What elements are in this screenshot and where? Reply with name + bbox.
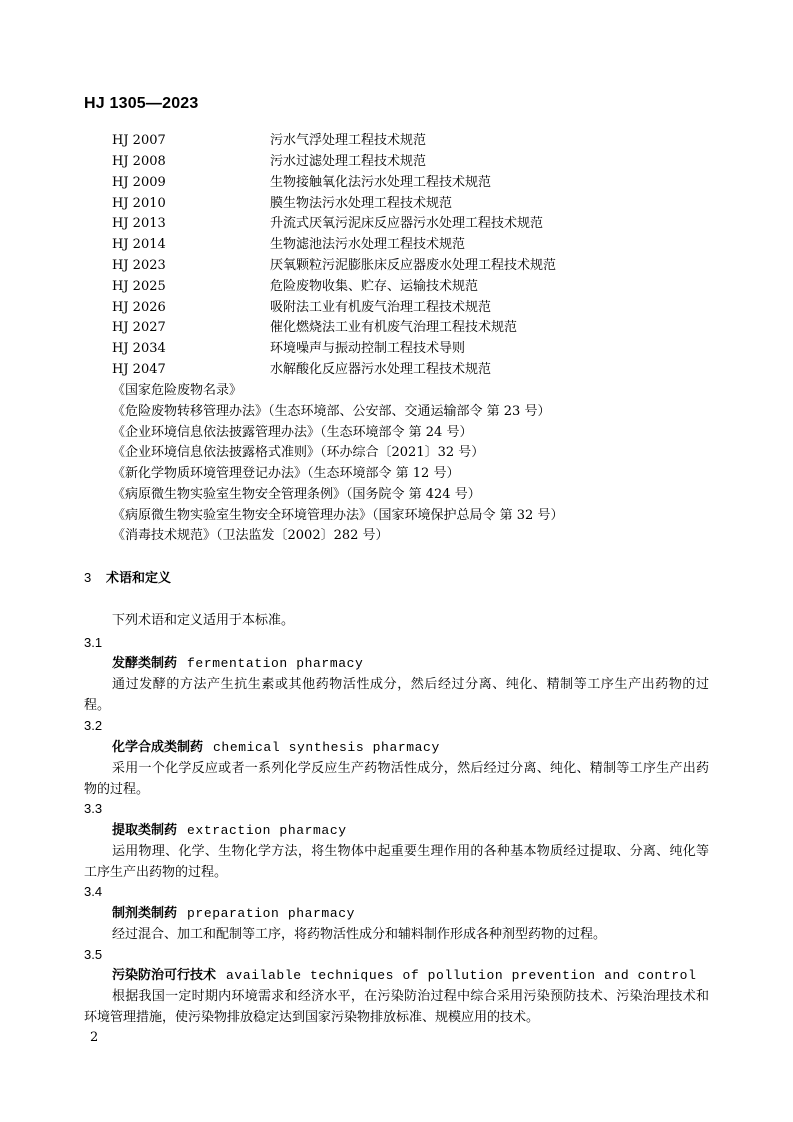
standard-title: 污水气浮处理工程技术规范: [270, 133, 427, 148]
standard-title: 吸附法工业有机废气治理工程技术规范: [270, 300, 492, 315]
term-chinese: 化学合成类制药: [112, 739, 204, 754]
standard-title: 催化燃烧法工业有机废气治理工程技术规范: [270, 320, 518, 335]
standard-code: HJ 2009: [112, 175, 166, 190]
regulation-item: 《企业环境信息依法披露管理办法》（生态环境部令 第 24 号）: [112, 425, 473, 440]
standard-code: HJ 2026: [112, 300, 166, 315]
term-english: fermentation pharmacy: [187, 656, 364, 671]
standard-row: [112, 277, 478, 297]
regulation-item: 《病原微生物实验室生物安全管理条例》（国务院令 第 424 号）: [112, 487, 481, 502]
standard-code: HJ 2007: [112, 133, 166, 148]
standard-title: 危险废物收集、贮存、运输技术规范: [270, 279, 479, 294]
standard-code: HJ 2027: [112, 320, 166, 335]
clause-number: 3.1: [84, 635, 103, 650]
term-entry: [112, 903, 355, 924]
term-english: extraction pharmacy: [187, 823, 347, 838]
standard-title: 污水过滤处理工程技术规范: [270, 154, 427, 169]
standard-row: [112, 194, 452, 214]
term-definition: 根据我国一定时期内环境需求和经济水平，在污染防治过程中综合采用污染预防技术、污染治理技术和环境管理措施，使污染物排放稳定达到国家污染物排放标准、规模应用的技术。: [84, 989, 709, 1025]
standard-row: [112, 173, 491, 193]
clause-number: 3.2: [84, 718, 103, 733]
section-number: 3: [84, 570, 92, 585]
clause-number: 3.3: [84, 801, 103, 816]
section-title: 术语和定义: [106, 570, 172, 585]
clause-number: 3.4: [84, 884, 103, 899]
term-definition: 通过发酵的方法产生抗生素或其他药物活性成分，然后经过分离、纯化、精制等工序生产出药物的过程。: [84, 677, 709, 713]
standard-code: HJ 2008: [112, 154, 166, 169]
standard-code: HJ 2010: [112, 196, 166, 211]
standard-code: HJ 2034: [112, 341, 166, 356]
term-english: chemical synthesis pharmacy: [213, 740, 440, 755]
section-heading: [84, 568, 171, 588]
regulation-item: 《企业环境信息依法披露格式准则》（环办综合〔2021〕32 号）: [112, 445, 485, 460]
standard-row: [112, 235, 465, 255]
standard-row: [112, 214, 543, 234]
standard-code: HJ 2014: [112, 237, 166, 252]
standard-row: [112, 131, 426, 151]
standard-title: 生物接触氧化法污水处理工程技术规范: [270, 175, 492, 190]
standard-code: HJ 2025: [112, 279, 166, 294]
standard-row: [112, 152, 426, 172]
standard-title: 升流式厌氧污泥床反应器污水处理工程技术规范: [270, 216, 544, 231]
standard-row: [112, 256, 556, 276]
clause-number: 3.5: [84, 947, 103, 962]
standard-title: 厌氧颗粒污泥膨胀床反应器废水处理工程技术规范: [270, 258, 557, 273]
standard-row: [112, 318, 517, 338]
regulation-item: 《国家危险废物名录》: [112, 383, 243, 398]
standard-title: 生物滤池法污水处理工程技术规范: [270, 237, 466, 252]
page-number: 2: [90, 1030, 99, 1045]
standard-row: [112, 339, 465, 359]
standard-title: 膜生物法污水处理工程技术规范: [270, 196, 453, 211]
term-entry: [112, 653, 363, 674]
standard-title: 水解酸化反应器污水处理工程技术规范: [270, 362, 492, 377]
standard-row: [112, 298, 491, 318]
term-definition: 运用物理、化学、生物化学方法，将生物体中起重要生理作用的各种基本物质经过提取、分离、纯化等工序生产出药物的过程。: [84, 844, 709, 880]
term-entry: [112, 820, 347, 841]
term-entry: [112, 965, 697, 986]
regulation-item: 《病原微生物实验室生物安全环境管理办法》（国家环境保护总局令 第 32 号）: [112, 508, 564, 523]
standard-code: HJ 2023: [112, 258, 166, 273]
standard-code: HJ 2013: [112, 216, 166, 231]
term-definition: 经过混合、加工和配制等工序，将药物活性成分和辅料制作形成各种剂型药物的过程。: [112, 927, 607, 942]
standard-row: [112, 360, 491, 380]
section-intro: 下列术语和定义适用于本标准。: [112, 613, 295, 628]
term-chinese: 污染防治可行技术: [112, 967, 217, 982]
page-header-code: HJ 1305—2023: [84, 95, 199, 112]
regulation-item: 《消毒技术规范》（卫法监发〔2002〕282 号）: [112, 528, 389, 543]
term-entry: [112, 737, 440, 758]
regulation-item: 《新化学物质环境管理登记办法》（生态环境部令 第 12 号）: [112, 466, 460, 481]
standard-title: 环境噪声与振动控制工程技术导则: [270, 341, 466, 356]
term-definition: 采用一个化学反应或者一系列化学反应生产药物活性成分，然后经过分离、纯化、精制等工序生产出药物的过程。: [84, 761, 709, 797]
term-english: available techniques of pollution prevention and control: [226, 968, 697, 983]
term-chinese: 提取类制药: [112, 822, 178, 837]
regulation-item: 《危险废物转移管理办法》（生态环境部、公安部、交通运输部令 第 23 号）: [112, 404, 551, 419]
term-chinese: 发酵类制药: [112, 655, 178, 670]
term-english: preparation pharmacy: [187, 906, 356, 921]
standard-code: HJ 2047: [112, 362, 166, 377]
term-chinese: 制剂类制药: [112, 905, 178, 920]
